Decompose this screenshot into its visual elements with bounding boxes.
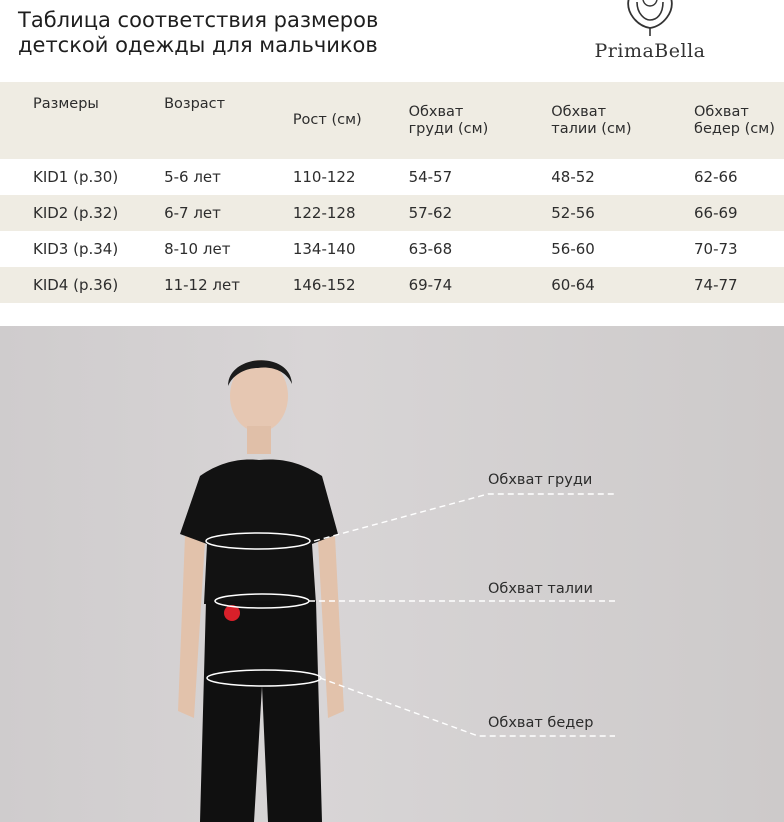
chest-label: Обхват груди [488,472,593,488]
table-cell: 63-68 [408,240,453,258]
title-line-2: детской одежды для мальчиков [18,33,378,57]
table-cell: KID4 (р.36) [0,267,131,303]
col-header-text: Обхват талии (см) [551,103,632,137]
table-cell: KID1 (р.30) [33,168,119,186]
table-cell: 134-140 [292,240,356,258]
table-row [0,195,784,231]
table-row [0,231,784,267]
table-row [0,267,784,303]
table-cell: 11-12 лет [131,267,260,303]
col-header: Рост (см) [260,82,376,159]
table-cell: 74-77 [661,267,784,303]
table-cell: 54-57 [408,168,453,186]
table-cell: 6-7 лет [131,195,260,231]
col-header [661,82,784,159]
model-photo [0,326,784,822]
table-cell: 52-56 [518,195,661,231]
table-cell: 56-60 [551,240,595,258]
size-table [0,82,784,303]
table-header-row [0,82,784,159]
table-cell: 48-52 [551,168,595,186]
table-cell: KID3 (р.34) [33,240,119,258]
table-cell: 60-64 [518,267,661,303]
table-cell: 69-74 [376,267,519,303]
table-cell: 122-128 [260,195,376,231]
hips-label: Обхват бедер [488,715,594,731]
table-cell: 8-10 лет [164,240,231,258]
table-cell: 57-62 [376,195,519,231]
table-row [0,159,784,195]
table-cell: 5-6 лет [164,168,221,186]
waist-label: Обхват талии [488,581,593,597]
page-title [18,8,378,58]
table-cell: 70-73 [694,240,738,258]
table-cell: KID2 (р.32) [0,195,131,231]
col-header-text: Обхват груди (см) [408,103,489,137]
boy-figure-illustration [0,326,784,822]
col-header [376,82,519,159]
brand-logo [585,0,715,70]
brand-name: PrimaBella [594,40,706,62]
col-header: Размеры [0,82,131,159]
col-header: Возраст [131,82,260,159]
col-header-text: Обхват бедер (см) [694,103,775,137]
title-line-1: Таблица соответствия размеров [18,8,379,32]
table-cell: 62-66 [694,168,738,186]
table-cell: 110-122 [292,168,356,186]
table-cell: 146-152 [260,267,376,303]
col-header [518,82,661,159]
rose-icon [607,0,693,36]
table-cell: 66-69 [661,195,784,231]
